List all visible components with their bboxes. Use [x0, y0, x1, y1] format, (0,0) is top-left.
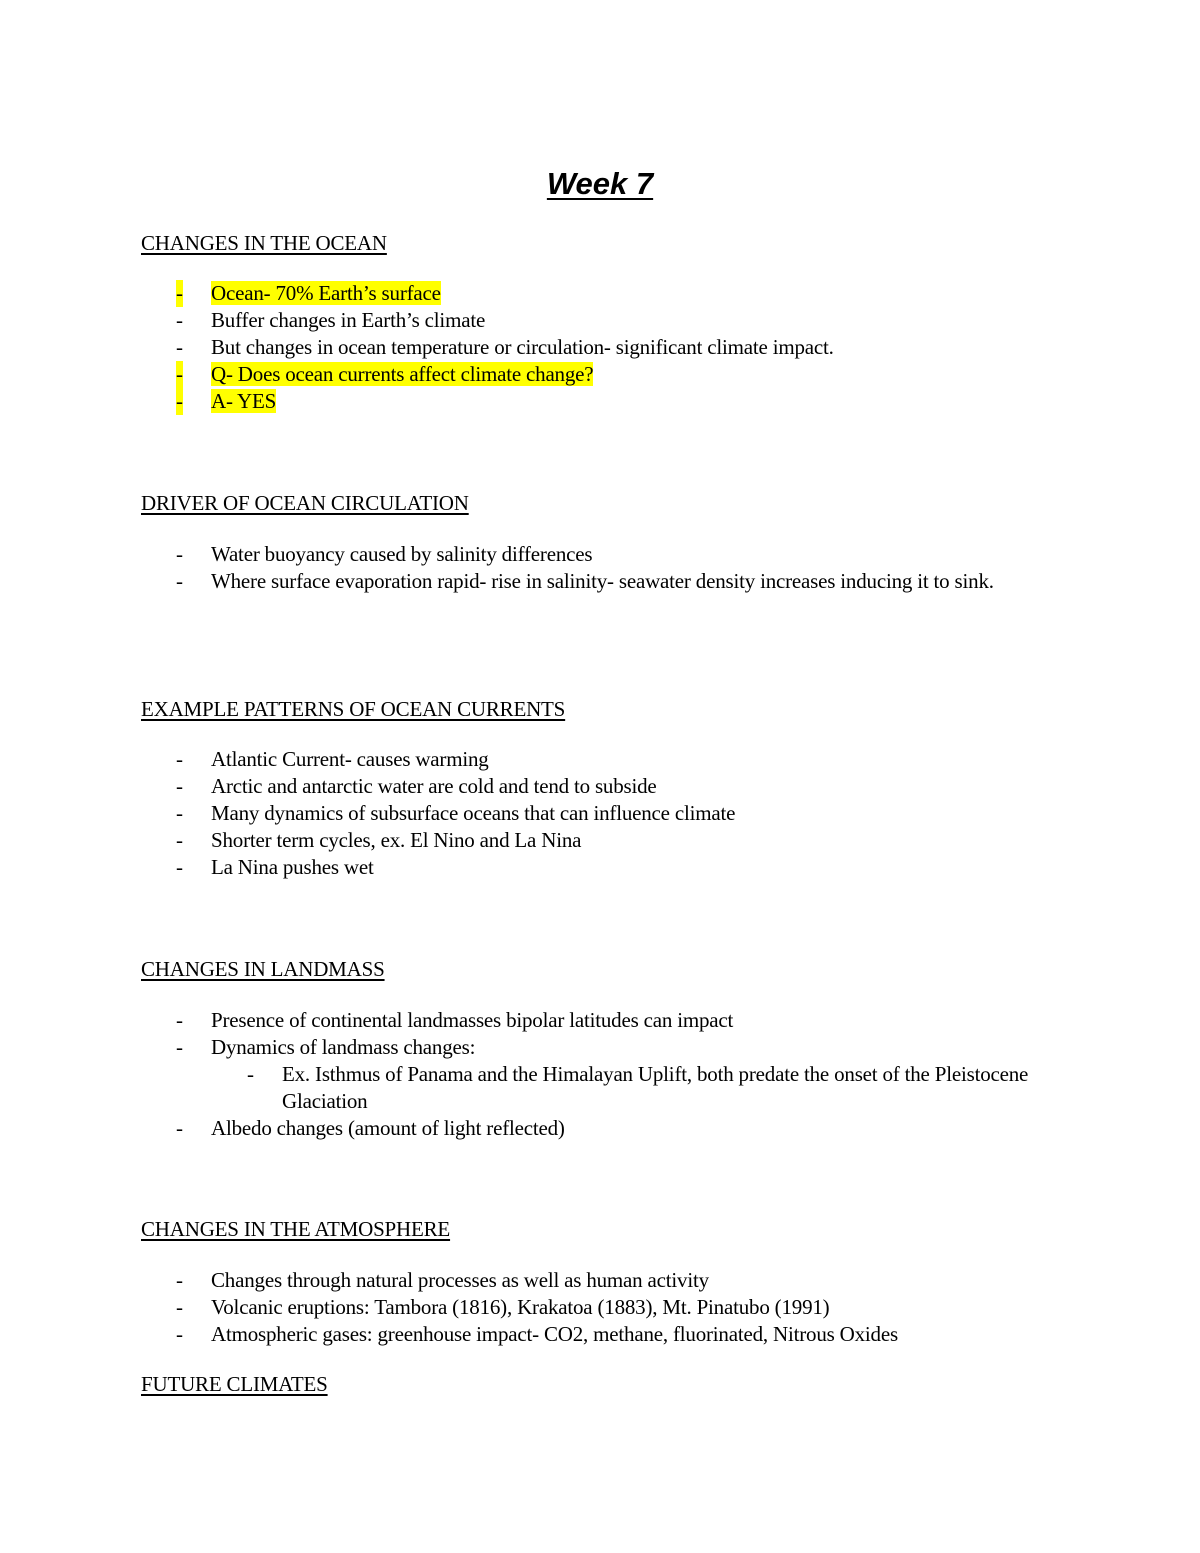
sub-list-item	[0, 1061, 1200, 1115]
list-item	[0, 1267, 1200, 1294]
highlighted-text: Ocean- 70% Earth’s surface	[211, 281, 441, 305]
section-list-driver	[0, 541, 1200, 595]
page-title: Week 7	[546, 166, 654, 201]
list-item	[0, 746, 1200, 773]
list-item-text: Arctic and antarctic water are cold and tend to subside	[211, 774, 657, 798]
section-heading-ocean: CHANGES IN THE OCEAN	[141, 231, 387, 255]
section-heading-patterns: EXAMPLE PATTERNS OF OCEAN CURRENTS	[141, 697, 566, 721]
bullet-dash: -	[176, 1268, 183, 1292]
list-item-text: But changes in ocean temperature or circulation- significant climate impact.	[211, 335, 834, 359]
list-item-text: Volcanic eruptions: Tambora (1816), Krakatoa (1883), Mt. Pinatubo (1991)	[211, 1295, 830, 1319]
bullet-dash: -	[176, 362, 183, 386]
bullet-dash: -	[176, 801, 183, 825]
list-item	[0, 568, 1200, 595]
list-item-text: Presence of continental landmasses bipolar latitudes can impact	[211, 1008, 734, 1032]
bullet-dash: -	[176, 774, 183, 798]
section-list-atmosphere	[0, 1267, 1200, 1348]
bullet-dash: -	[176, 1322, 183, 1346]
bullet-dash: -	[176, 855, 183, 879]
section-heading-atmosphere: CHANGES IN THE ATMOSPHERE	[141, 1217, 451, 1241]
list-item-text: La Nina pushes wet	[211, 855, 374, 879]
highlighted-text: A- YES	[211, 389, 277, 413]
list-item-text: Water buoyancy caused by salinity differences	[211, 542, 593, 566]
list-item	[0, 773, 1200, 800]
list-item-text: Ex. Isthmus of Panama and the Himalayan Uplift, both predate the onset of the Pleistocene Glaciation	[282, 1062, 1029, 1113]
bullet-dash: -	[176, 308, 183, 332]
list-item-text: Atlantic Current- causes warming	[211, 747, 489, 771]
section-heading-future: FUTURE CLIMATES	[141, 1372, 328, 1396]
list-item	[0, 1034, 1200, 1061]
bullet-dash: -	[176, 335, 183, 359]
list-item	[0, 541, 1200, 568]
section-list-landmass	[0, 1007, 1200, 1142]
list-item	[0, 361, 1200, 388]
bullet-dash: -	[176, 542, 183, 566]
list-item	[0, 800, 1200, 827]
bullet-dash: -	[176, 1035, 183, 1059]
bullet-dash: -	[176, 281, 183, 305]
list-item-text: Shorter term cycles, ex. El Nino and La Nina	[211, 828, 582, 852]
list-item	[0, 1294, 1200, 1321]
list-item	[0, 827, 1200, 854]
bullet-dash: -	[176, 1116, 183, 1140]
list-item	[0, 307, 1200, 334]
list-item-text: Buffer changes in Earth’s climate	[211, 308, 486, 332]
list-item-text: Atmospheric gases: greenhouse impact- CO2, methane, fluorinated, Nitrous Oxides	[211, 1322, 898, 1346]
list-item-text: Albedo changes (amount of light reflected)	[211, 1116, 565, 1140]
section-list-patterns	[0, 746, 1200, 881]
list-item	[0, 1321, 1200, 1348]
section-heading-driver: DRIVER OF OCEAN CIRCULATION	[141, 491, 469, 515]
list-item-text: Changes through natural processes as well as human activity	[211, 1268, 709, 1292]
list-item-text: Dynamics of landmass changes:	[211, 1035, 476, 1059]
list-item	[0, 388, 1200, 415]
list-item	[0, 1007, 1200, 1034]
list-item	[0, 1115, 1200, 1142]
bullet-dash: -	[247, 1062, 254, 1086]
bullet-dash: -	[176, 1008, 183, 1032]
bullet-dash: -	[176, 569, 183, 593]
section-list-ocean	[0, 280, 1200, 415]
bullet-dash: -	[176, 389, 183, 413]
list-item-text: Many dynamics of subsurface oceans that can influence climate	[211, 801, 736, 825]
bullet-dash: -	[176, 1295, 183, 1319]
list-item	[0, 334, 1200, 361]
highlighted-text: Q- Does ocean currents affect climate change?	[211, 362, 594, 386]
list-item-text: Where surface evaporation rapid- rise in salinity- seawater density increases inducing it to sink.	[211, 569, 994, 593]
bullet-dash: -	[176, 747, 183, 771]
list-item	[0, 854, 1200, 881]
section-heading-landmass: CHANGES IN LANDMASS	[141, 957, 385, 981]
list-item	[0, 280, 1200, 307]
bullet-dash: -	[176, 828, 183, 852]
